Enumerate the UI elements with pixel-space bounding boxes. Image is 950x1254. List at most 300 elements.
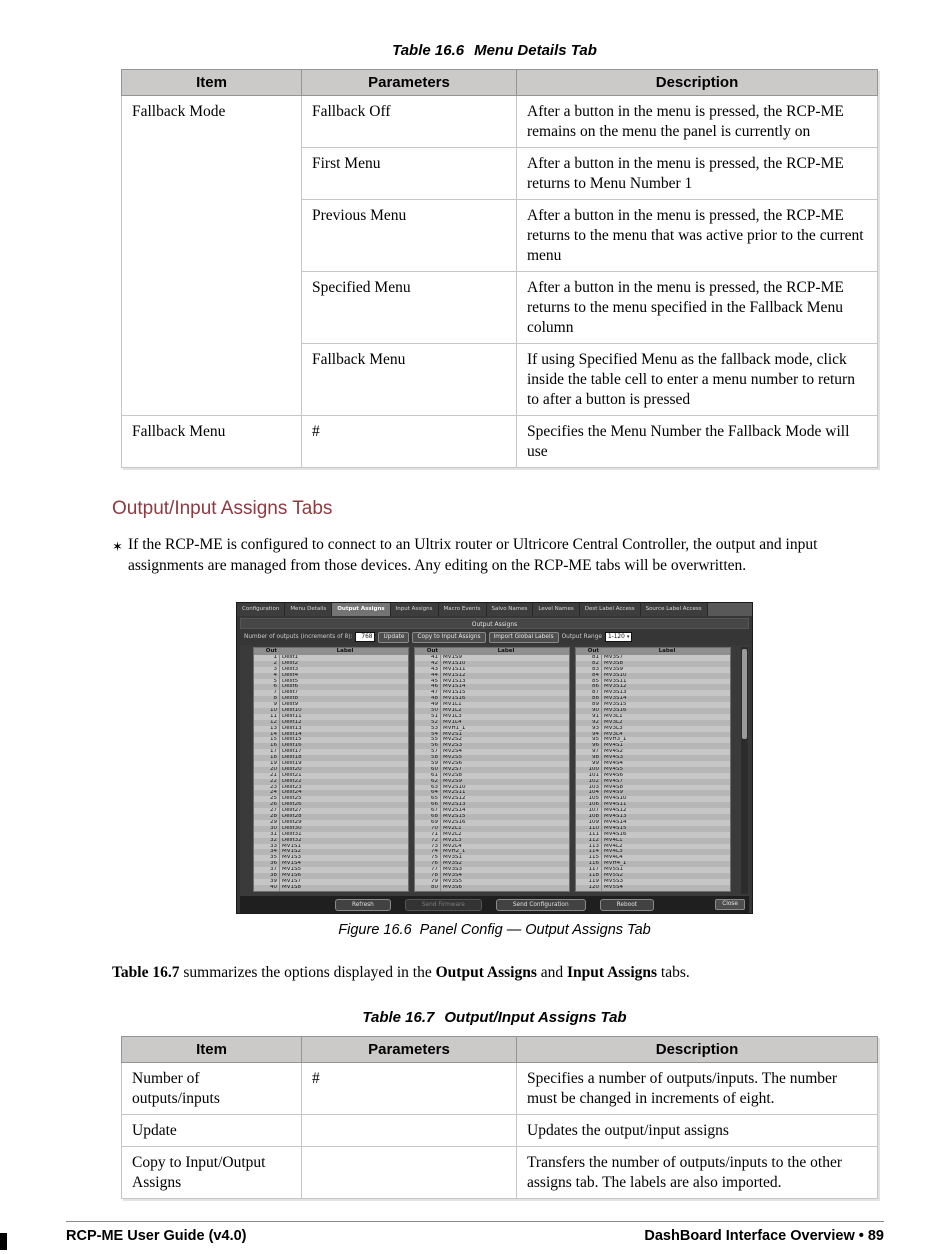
output-label[interactable]: Dest19 — [282, 761, 302, 767]
tab-dest-label-access[interactable]: Dest Label Access — [580, 603, 641, 616]
output-label[interactable]: MV4L2 — [604, 843, 623, 849]
item-cell: Copy to Input/Output Assigns — [122, 1147, 302, 1199]
output-label[interactable]: MV1S13 — [443, 678, 466, 684]
item-fallback-menu: Fallback Menu — [122, 416, 302, 468]
output-number: 52 — [415, 720, 441, 726]
tab-level-names[interactable]: Level Names — [533, 603, 579, 616]
output-number: 95 — [576, 737, 602, 743]
table-row — [122, 1147, 878, 1199]
output-number: 92 — [576, 720, 602, 726]
output-label[interactable]: Dest5 — [282, 678, 299, 684]
param-cell: First Menu — [302, 148, 517, 200]
grid-header-label: Label — [336, 648, 354, 654]
output-label[interactable]: MV2S11 — [443, 790, 466, 796]
output-number: 47 — [415, 690, 441, 696]
output-number: 112 — [576, 838, 602, 844]
output-label[interactable]: Dest11 — [282, 713, 302, 719]
table-caption-title: Menu Details Tab — [474, 42, 597, 59]
output-label[interactable]: Dest18 — [282, 755, 302, 761]
output-label[interactable]: MV5S2 — [604, 872, 623, 878]
output-label[interactable]: MV4S15 — [604, 825, 627, 831]
output-label[interactable]: MV1L2 — [443, 708, 462, 714]
param-cell: Specified Menu — [302, 272, 517, 344]
output-label[interactable]: MV4S6 — [604, 772, 623, 778]
output-row-120[interactable] — [576, 885, 730, 891]
output-label[interactable]: MV3S3 — [443, 867, 462, 873]
output-number: 70 — [415, 826, 441, 832]
output-number: 99 — [576, 761, 602, 767]
output-number: 40 — [254, 885, 280, 891]
tab-input-assigns[interactable]: Input Assigns — [391, 603, 439, 616]
output-number: 69 — [415, 820, 441, 826]
output-label[interactable]: MV3S4 — [443, 872, 462, 878]
output-number: 15 — [254, 737, 280, 743]
output-number: 26 — [254, 802, 280, 808]
close-button[interactable]: Close — [715, 899, 745, 910]
output-number: 71 — [415, 832, 441, 838]
output-number: 97 — [576, 749, 602, 755]
desc-cell: Transfers the number of outputs/inputs to the other assigns tab. The labels are also imported. — [517, 1147, 878, 1199]
header-item: Item — [122, 1037, 302, 1063]
output-label[interactable]: MVH4_1 — [604, 861, 627, 867]
output-label[interactable]: MV3S2 — [443, 861, 462, 867]
import-global-labels-button[interactable]: Import Global Labels — [489, 632, 559, 643]
output-number: 88 — [576, 696, 602, 702]
output-number: 75 — [415, 855, 441, 861]
output-number: 1 — [254, 655, 280, 661]
output-label[interactable]: MV1S16 — [443, 696, 466, 702]
output-label[interactable]: MV4S5 — [604, 766, 623, 772]
summary-paragraph — [112, 962, 877, 983]
output-number: 93 — [576, 726, 602, 732]
paragraph-text: summarizes the options displayed in the — [179, 964, 436, 981]
output-label[interactable]: MV1S2 — [282, 849, 301, 855]
table-16-7-caption — [112, 1009, 877, 1026]
output-label[interactable]: MV2S4 — [443, 749, 462, 755]
desc-cell: After a button in the menu is pressed, the RCP-ME remains on the menu the panel is currently on — [517, 96, 878, 148]
output-label[interactable]: MV4S12 — [604, 808, 627, 814]
param-cell — [302, 1115, 517, 1147]
output-number: 118 — [576, 873, 602, 879]
output-number: 12 — [254, 720, 280, 726]
output-label[interactable]: MV1S4 — [282, 861, 301, 867]
output-number: 2 — [254, 661, 280, 667]
table-caption-title: Output/Input Assigns Tab — [444, 1009, 627, 1026]
output-number: 11 — [254, 714, 280, 720]
output-label[interactable]: MV1L3 — [443, 713, 462, 719]
input-assigns-ref: Input Assigns — [567, 964, 658, 981]
output-label[interactable]: Dest31 — [282, 831, 302, 837]
output-number: 29 — [254, 820, 280, 826]
output-number: 81 — [576, 655, 602, 661]
output-label[interactable]: MV4S16 — [604, 831, 627, 837]
output-label[interactable]: MV5S1 — [604, 867, 623, 873]
output-label[interactable]: Dest25 — [282, 796, 302, 802]
output-label[interactable]: MV3S16 — [604, 708, 627, 714]
output-number: 34 — [254, 849, 280, 855]
scrollbar[interactable] — [741, 647, 748, 894]
output-number: 41 — [415, 655, 441, 661]
footer-guide-title: RCP-ME User Guide (v4.0) — [66, 1228, 247, 1244]
item-cell: Update — [122, 1115, 302, 1147]
output-number: 113 — [576, 844, 602, 850]
output-number: 84 — [576, 673, 602, 679]
table-caption-number: Table 16.6 — [392, 42, 465, 59]
output-number: 62 — [415, 779, 441, 785]
screenshot-tab-bar — [237, 603, 752, 616]
output-label[interactable]: MV4L3 — [604, 849, 623, 855]
output-number: 111 — [576, 832, 602, 838]
output-label[interactable]: Dest30 — [282, 825, 302, 831]
output-label[interactable]: MV4S9 — [604, 790, 623, 796]
output-number: 9 — [254, 702, 280, 708]
output-label[interactable]: Dest8 — [282, 696, 299, 702]
output-label[interactable]: MV2S16 — [443, 819, 466, 825]
output-label[interactable]: MV4S7 — [604, 778, 623, 784]
param-cell — [302, 1147, 517, 1199]
desc-cell: Specifies a number of outputs/inputs. The number must be changed in increments of eight. — [517, 1063, 878, 1115]
note-text: If the RCP-ME is configured to connect to an Ultrix router or Ultricore Central Controller, the output and input assignments are managed from those devices. Any editing on the RCP-ME tabs will be overwritten. — [128, 536, 818, 574]
output-assigns-panel — [237, 616, 752, 913]
output-number: 66 — [415, 802, 441, 808]
output-label[interactable]: Dest1 — [282, 655, 299, 660]
output-label[interactable]: MV4S14 — [604, 819, 627, 825]
output-label[interactable]: MV1S9 — [443, 655, 462, 660]
output-label[interactable]: MV1S6 — [282, 872, 301, 878]
output-number: 31 — [254, 832, 280, 838]
output-label[interactable]: Dest28 — [282, 814, 302, 820]
output-label[interactable]: MV3S9 — [604, 666, 623, 672]
output-label[interactable]: MV1L1 — [443, 702, 462, 708]
output-number: 74 — [415, 849, 441, 855]
output-number: 80 — [415, 885, 441, 891]
output-number: 108 — [576, 814, 602, 820]
tab-menu-details[interactable]: Menu Details — [285, 603, 332, 616]
output-label[interactable]: MV2L1 — [443, 825, 462, 831]
item-cell: Number of outputs/inputs — [122, 1063, 302, 1115]
output-number: 17 — [254, 749, 280, 755]
output-label[interactable]: Dest12 — [282, 719, 302, 725]
output-label[interactable]: MV2S3 — [443, 743, 462, 749]
output-label[interactable]: MV1L4 — [443, 719, 462, 725]
bottom-buttons — [244, 899, 745, 911]
header-parameters: Parameters — [302, 70, 517, 96]
refresh-button[interactable]: Refresh — [335, 899, 391, 911]
output-number: 86 — [576, 684, 602, 690]
reboot-button[interactable]: Reboot — [600, 899, 654, 911]
output-number: 64 — [415, 790, 441, 796]
output-label[interactable]: Dest17 — [282, 749, 302, 755]
output-range-value: 1-120 — [607, 634, 625, 640]
output-number: 83 — [576, 667, 602, 673]
output-label[interactable]: MV3S6 — [443, 884, 462, 890]
table-header-row — [122, 1037, 878, 1063]
output-number: 65 — [415, 796, 441, 802]
table-caption-number: Table 16.7 — [362, 1009, 435, 1026]
output-label[interactable]: MV3S13 — [604, 690, 627, 696]
output-number: 87 — [576, 690, 602, 696]
output-label[interactable]: MV4S13 — [604, 814, 627, 820]
output-number: 6 — [254, 684, 280, 690]
desc-cell: Specifies the Menu Number the Fallback Mode will use — [517, 416, 878, 468]
output-label[interactable]: MV2L3 — [443, 837, 462, 843]
menu-details-table — [121, 69, 878, 468]
output-label[interactable]: MV1S1 — [282, 843, 301, 849]
output-label[interactable]: Dest21 — [282, 772, 302, 778]
output-number: 27 — [254, 808, 280, 814]
output-label[interactable]: MV2S9 — [443, 778, 462, 784]
output-label[interactable]: Dest20 — [282, 766, 302, 772]
output-number: 78 — [415, 873, 441, 879]
output-number: 7 — [254, 690, 280, 696]
update-button[interactable]: Update — [378, 632, 409, 643]
output-number: 72 — [415, 838, 441, 844]
output-number: 79 — [415, 879, 441, 885]
output-label[interactable]: MV1S12 — [443, 672, 466, 678]
output-number: 60 — [415, 767, 441, 773]
dashboard-panel-screenshot — [236, 602, 753, 914]
output-number: 54 — [415, 732, 441, 738]
output-number: 50 — [415, 708, 441, 714]
output-number: 22 — [254, 779, 280, 785]
output-number: 39 — [254, 879, 280, 885]
output-label[interactable]: MVH1_1 — [443, 725, 466, 731]
copy-to-input-assigns-button[interactable]: Copy to Input Assigns — [412, 632, 485, 643]
output-label[interactable]: Dest3 — [282, 666, 299, 672]
param-cell: Fallback Menu — [302, 344, 517, 416]
output-number: 105 — [576, 796, 602, 802]
output-assigns-ref: Output Assigns — [435, 964, 537, 981]
output-label[interactable]: Dest32 — [282, 837, 302, 843]
output-label[interactable]: MV2L2 — [443, 831, 462, 837]
output-label[interactable]: MV3S15 — [604, 702, 627, 708]
output-number: 14 — [254, 732, 280, 738]
output-label[interactable]: MV2S8 — [443, 772, 462, 778]
output-number: 43 — [415, 667, 441, 673]
output-label[interactable]: Dest29 — [282, 819, 302, 825]
header-description: Description — [517, 1037, 878, 1063]
output-label[interactable]: MV2S10 — [443, 784, 466, 790]
output-label[interactable]: MV1S5 — [282, 867, 301, 873]
desc-cell: After a button in the menu is pressed, the RCP-ME returns to the menu that was active prior to the current menu — [517, 200, 878, 272]
output-number: 20 — [254, 767, 280, 773]
output-label[interactable]: MV4L1 — [604, 837, 623, 843]
output-label[interactable]: Dest27 — [282, 808, 302, 814]
output-label[interactable]: MV2S5 — [443, 755, 462, 761]
output-number: 85 — [576, 679, 602, 685]
desc-cell: If using Specified Menu as the fallback mode, click inside the table cell to enter a menu number to return to after a button is pressed — [517, 344, 878, 416]
output-number: 77 — [415, 867, 441, 873]
output-number: 114 — [576, 849, 602, 855]
output-label[interactable]: MV3L1 — [604, 713, 623, 719]
output-label[interactable]: MV2S13 — [443, 802, 466, 808]
output-label[interactable]: Dest13 — [282, 725, 302, 731]
header-item: Item — [122, 70, 302, 96]
figure-caption-number: Figure 16.6 — [338, 922, 412, 938]
output-column-group — [575, 647, 731, 892]
output-label[interactable]: Dest4 — [282, 672, 299, 678]
output-label[interactable]: MV4S4 — [604, 761, 623, 767]
note — [112, 534, 877, 576]
output-number: 96 — [576, 743, 602, 749]
output-number: 119 — [576, 879, 602, 885]
output-label[interactable]: MV1S3 — [282, 855, 301, 861]
output-label[interactable]: MV4S1 — [604, 743, 623, 749]
output-label[interactable]: MV2S6 — [443, 761, 462, 767]
output-label[interactable]: Dest10 — [282, 708, 302, 714]
output-label[interactable]: MV2S12 — [443, 796, 466, 802]
output-number: 101 — [576, 773, 602, 779]
param-cell: Previous Menu — [302, 200, 517, 272]
output-label[interactable]: MV2L4 — [443, 843, 462, 849]
output-label[interactable]: MV3S12 — [604, 684, 627, 690]
grid-header-label: Label — [658, 648, 676, 654]
output-label[interactable]: Dest7 — [282, 690, 299, 696]
output-label[interactable]: MV4S2 — [604, 749, 623, 755]
output-label[interactable]: MV3S11 — [604, 678, 627, 684]
output-label[interactable]: MV1S11 — [443, 666, 466, 672]
output-number: 4 — [254, 673, 280, 679]
grid-header-row — [576, 648, 730, 655]
output-number: 58 — [415, 755, 441, 761]
output-range-label: Output Range — [561, 634, 602, 640]
desc-cell: Updates the output/input assigns — [517, 1115, 878, 1147]
output-label[interactable]: Dest6 — [282, 684, 299, 690]
output-count-label: Number of outputs (increments of 8): — [244, 634, 353, 640]
output-label[interactable]: MV1S7 — [282, 878, 301, 884]
output-label[interactable]: MV5S3 — [604, 878, 623, 884]
param-cell: # — [302, 1063, 517, 1115]
tab-configuration[interactable]: Configuration — [237, 603, 285, 616]
output-number: 94 — [576, 732, 602, 738]
output-range-select[interactable] — [605, 632, 632, 642]
output-label[interactable]: Dest22 — [282, 778, 302, 784]
output-label[interactable]: MV3L4 — [604, 731, 623, 737]
output-label[interactable]: Dest15 — [282, 737, 302, 743]
output-number: 98 — [576, 755, 602, 761]
param-cell: # — [302, 416, 517, 468]
output-number: 116 — [576, 861, 602, 867]
output-label[interactable]: MV1S8 — [282, 884, 301, 890]
output-row-40[interactable] — [254, 885, 408, 891]
output-label[interactable]: Dest16 — [282, 743, 302, 749]
output-number: 48 — [415, 696, 441, 702]
output-count-input[interactable]: 768 — [355, 632, 375, 642]
page-footer — [66, 1221, 884, 1244]
output-number: 30 — [254, 826, 280, 832]
item-fallback-mode: Fallback Mode — [122, 96, 302, 416]
tab-output-assigns[interactable]: Output Assigns — [332, 603, 390, 616]
output-number: 103 — [576, 785, 602, 791]
output-label[interactable]: MV2S1 — [443, 731, 462, 737]
output-number: 82 — [576, 661, 602, 667]
output-label[interactable]: MV1S15 — [443, 690, 466, 696]
output-label[interactable]: MVH2_1 — [443, 849, 466, 855]
output-number: 51 — [415, 714, 441, 720]
bottom-button-bar — [240, 896, 749, 913]
output-label[interactable]: MV4S8 — [604, 784, 623, 790]
output-label[interactable]: MV2S15 — [443, 814, 466, 820]
output-label[interactable]: Dest24 — [282, 790, 302, 796]
output-label[interactable]: MV3S10 — [604, 672, 627, 678]
scrollbar-thumb[interactable] — [742, 649, 747, 739]
output-label[interactable]: MV1S14 — [443, 684, 466, 690]
send-firmware-button[interactable]: Send Firmware — [405, 899, 482, 911]
output-number: 45 — [415, 679, 441, 685]
output-label[interactable]: MV5S4 — [604, 884, 623, 890]
output-number: 68 — [415, 814, 441, 820]
grid-header-row — [254, 648, 408, 655]
output-number: 44 — [415, 673, 441, 679]
output-label[interactable]: MV3L2 — [604, 719, 623, 725]
table-row — [122, 96, 878, 148]
output-label[interactable]: MV3S14 — [604, 696, 627, 702]
output-number: 5 — [254, 679, 280, 685]
output-number: 38 — [254, 873, 280, 879]
output-number: 28 — [254, 814, 280, 820]
output-number: 46 — [415, 684, 441, 690]
param-cell: Fallback Off — [302, 96, 517, 148]
output-column-group — [253, 647, 409, 892]
tab-salvo-names[interactable]: Salvo Names — [487, 603, 534, 616]
output-label[interactable]: MV4L4 — [604, 855, 623, 861]
output-label[interactable]: MV4S11 — [604, 802, 627, 808]
output-label[interactable]: MV2S7 — [443, 766, 462, 772]
tab-source-label-access[interactable]: Source Label Access — [641, 603, 708, 616]
output-label[interactable]: MVH3_1 — [604, 737, 627, 743]
table-16-6-caption — [112, 42, 877, 59]
output-number: 109 — [576, 820, 602, 826]
output-label[interactable]: MV2S2 — [443, 737, 462, 743]
grid-header-out: Out — [576, 648, 602, 655]
output-number: 107 — [576, 808, 602, 814]
output-row-80[interactable] — [415, 885, 569, 891]
output-number: 13 — [254, 726, 280, 732]
output-label[interactable]: Dest23 — [282, 784, 302, 790]
output-label[interactable]: MV4S10 — [604, 796, 627, 802]
output-label[interactable]: Dest9 — [282, 702, 299, 708]
output-label[interactable]: MV3S8 — [604, 660, 623, 666]
footer-page-info: DashBoard Interface Overview • 89 — [644, 1228, 884, 1244]
output-number: 102 — [576, 779, 602, 785]
output-number: 24 — [254, 790, 280, 796]
output-number: 42 — [415, 661, 441, 667]
send-configuration-button[interactable]: Send Configuration — [496, 899, 586, 911]
output-number: 110 — [576, 826, 602, 832]
output-label[interactable]: MV3S1 — [443, 855, 462, 861]
output-label[interactable]: Dest26 — [282, 802, 302, 808]
output-label[interactable]: MV4S3 — [604, 755, 623, 761]
output-label[interactable]: MV3S5 — [443, 878, 462, 884]
output-grid-area — [240, 645, 749, 896]
output-label[interactable]: Dest14 — [282, 731, 302, 737]
output-number: 117 — [576, 867, 602, 873]
table-ref: Table 16.7 — [112, 964, 180, 981]
output-label[interactable]: MV2S14 — [443, 808, 466, 814]
output-label[interactable]: MV1S10 — [443, 660, 466, 666]
paragraph-text: tabs. — [657, 964, 690, 981]
output-number: 55 — [415, 737, 441, 743]
output-number: 19 — [254, 761, 280, 767]
output-label[interactable]: Dest2 — [282, 660, 299, 666]
header-parameters: Parameters — [302, 1037, 517, 1063]
output-label[interactable]: MV3L3 — [604, 725, 623, 731]
tab-macro-events[interactable]: Macro Events — [439, 603, 487, 616]
output-number: 23 — [254, 785, 280, 791]
output-number: 35 — [254, 855, 280, 861]
output-number: 36 — [254, 861, 280, 867]
output-label[interactable]: MV3S7 — [604, 655, 623, 660]
